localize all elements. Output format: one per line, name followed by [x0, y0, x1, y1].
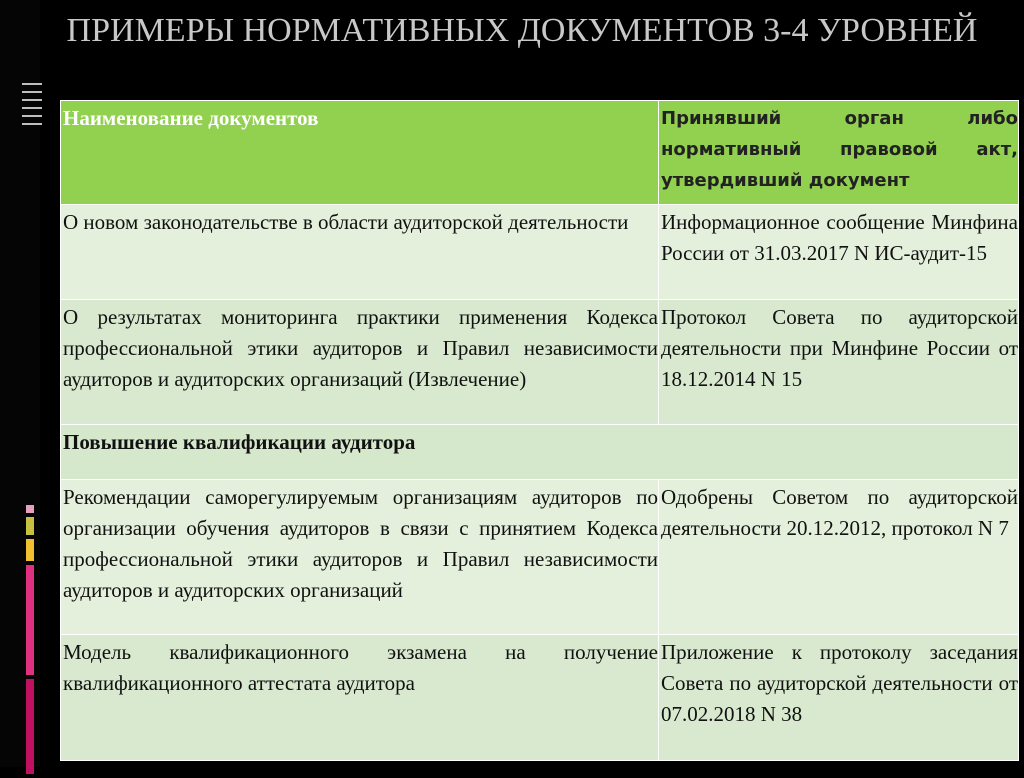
- slide-left-panel: [0, 0, 40, 767]
- cell-name: Рекомендации саморегулируемым организациям аудиторов по организации обучения аудиторов в связи с принятием Кодекса профессиональной этики аудиторов и Правил независимости аудиторов и аудиторских организаций: [61, 480, 659, 635]
- header-authority: Принявший орган либо нормативный правовой акт, утвердивший документ: [659, 101, 1019, 205]
- stripe-line: [22, 91, 42, 93]
- stripe-line: [22, 123, 42, 125]
- table-row: [61, 635, 1019, 761]
- cell-authority: Приложение к протоколу заседания Совета по аудиторской деятельности от 07.02.2018 N 38: [659, 635, 1019, 761]
- decorative-stripes: [22, 83, 42, 131]
- accent-bar: [26, 679, 34, 774]
- cell-authority: Информационное сообщение Минфина России от 31.03.2017 N ИС-аудит-15: [659, 205, 1019, 300]
- table-row: [61, 205, 1019, 300]
- stripe-line: [22, 99, 42, 101]
- slide-title: ПРИМЕРЫ НОРМАТИВНЫХ ДОКУМЕНТОВ 3-4 УРОВНЕЙ: [66, 12, 978, 49]
- stripe-line: [22, 107, 42, 109]
- cell-name: О новом законодательстве в области аудиторской деятельности: [61, 205, 659, 300]
- section-row: [61, 425, 1019, 480]
- cell-authority: Протокол Совета по аудиторской деятельности при Минфине России от 18.12.2014 N 15: [659, 300, 1019, 425]
- table-row: [61, 480, 1019, 635]
- accent-bar: [26, 565, 34, 675]
- accent-bar: [26, 505, 34, 513]
- accent-bar: [26, 517, 34, 535]
- cell-authority: Одобрены Советом по аудиторской деятельности 20.12.2012, протокол N 7: [659, 480, 1019, 635]
- stripe-line: [22, 83, 42, 85]
- table-row: [61, 300, 1019, 425]
- accent-bar: [26, 539, 34, 561]
- cell-name: О результатах мониторинга практики применения Кодекса профессиональной этики аудиторов и Правил независимости аудиторов и аудиторских организаций (Извлечение): [61, 300, 659, 425]
- cell-name: Модель квалификационного экзамена на получение квалификационного аттестата аудитора: [61, 635, 659, 761]
- accent-bars: [26, 505, 36, 778]
- section-title: Повышение квалификации аудитора: [61, 425, 1019, 480]
- stripe-line: [22, 115, 42, 117]
- header-name: Наименование документов: [61, 101, 659, 205]
- documents-table: [60, 100, 1018, 765]
- table-header-row: [61, 101, 1019, 205]
